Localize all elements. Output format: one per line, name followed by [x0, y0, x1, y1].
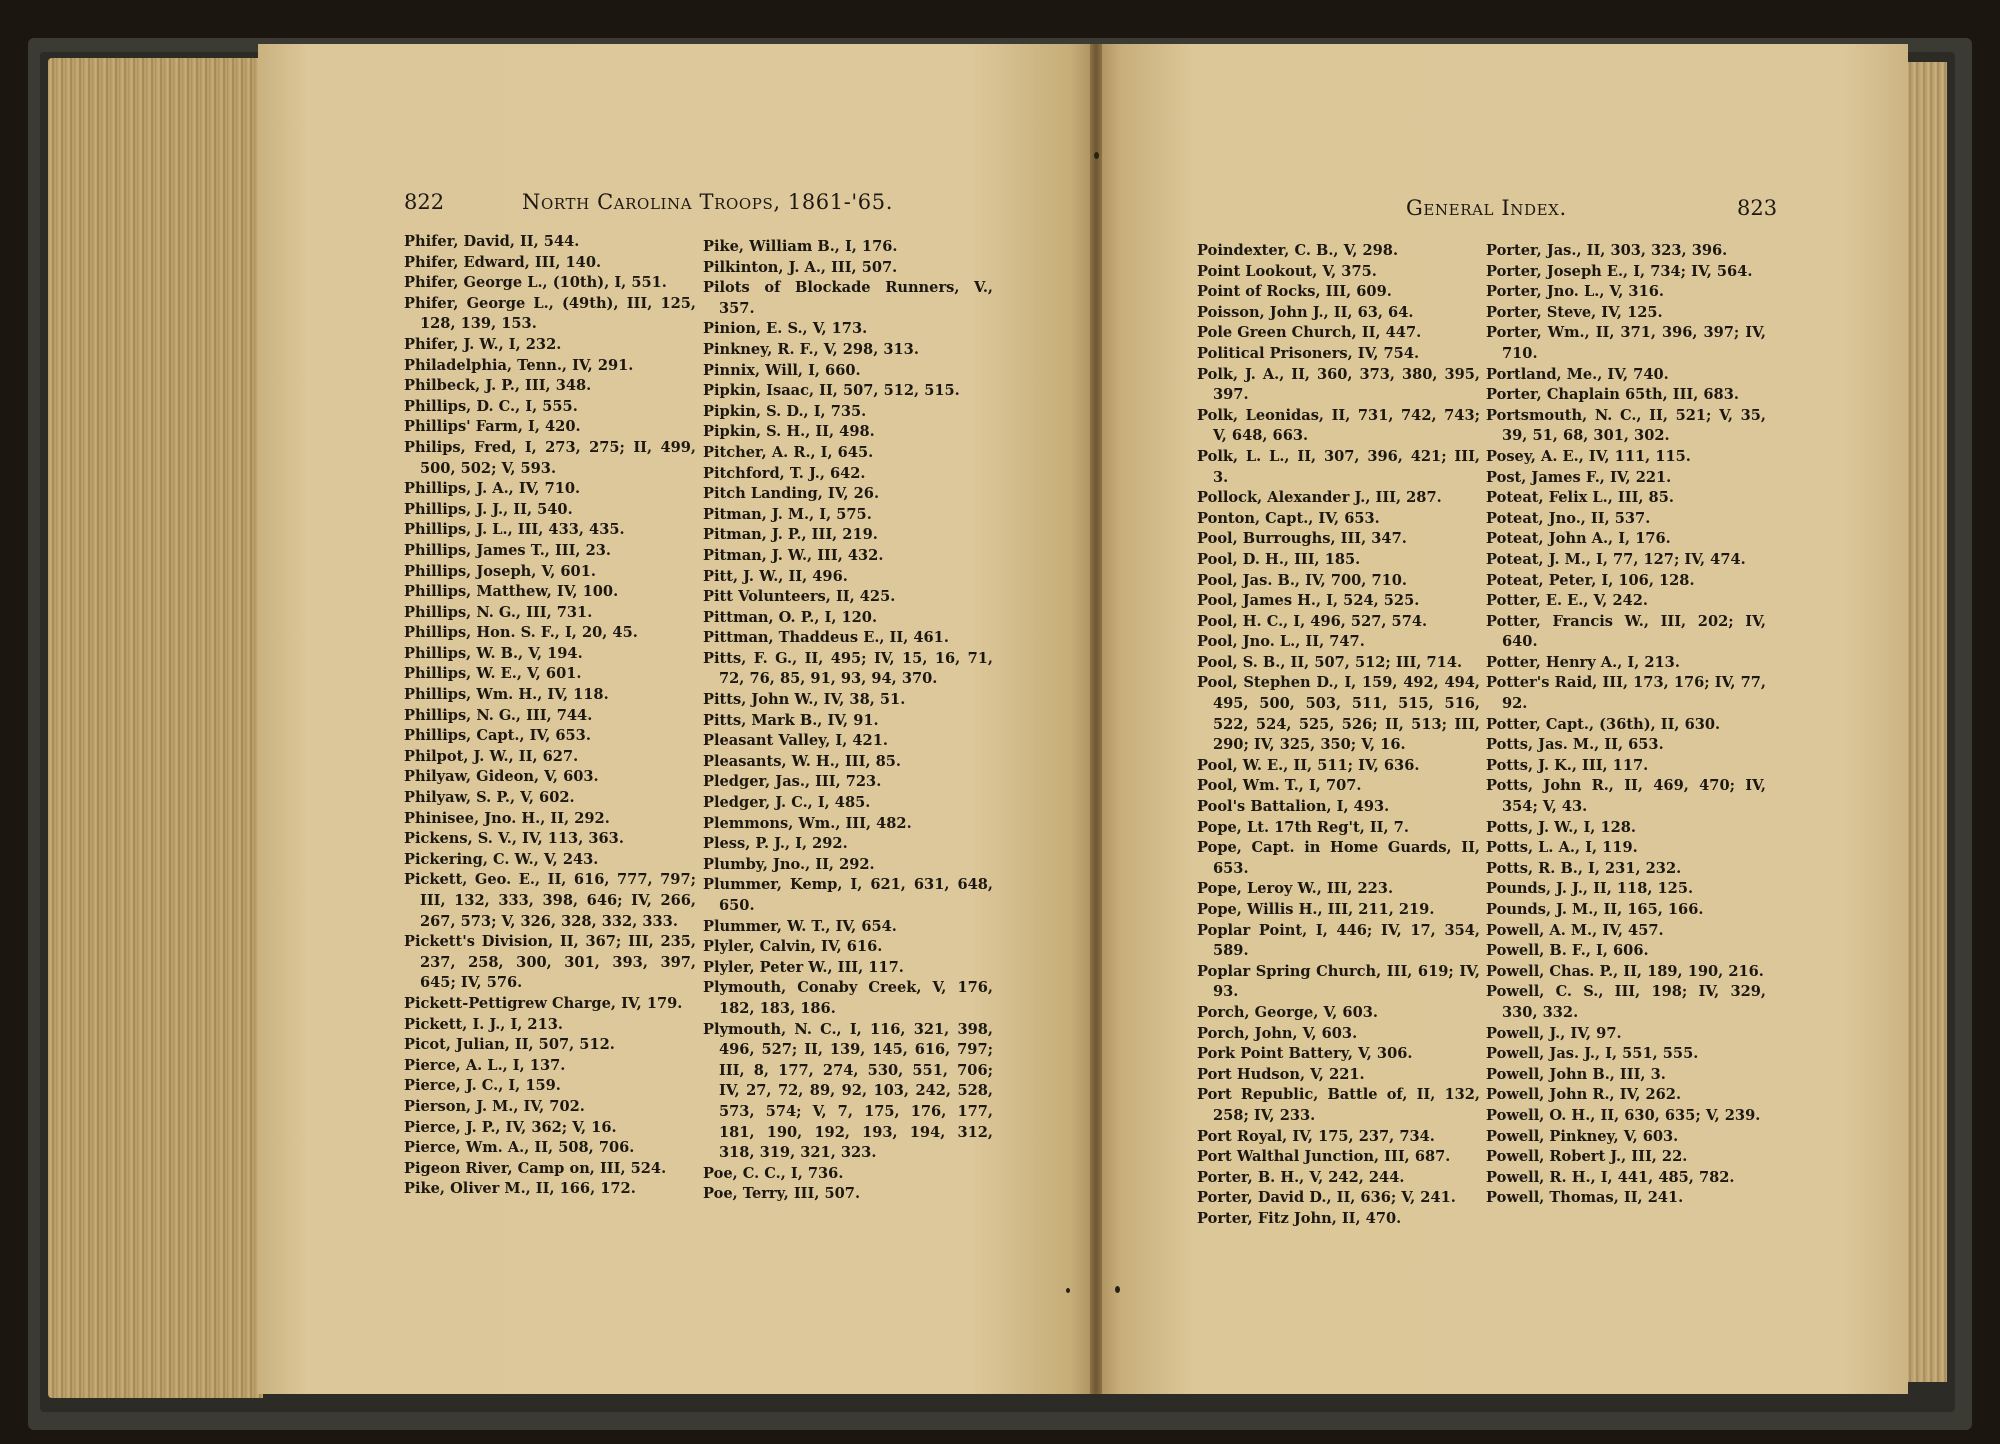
- index-entry: Powell, O. H., II, 630, 635; V, 239.: [1486, 1106, 1761, 1124]
- index-entry: Pipkin, S. D., I, 735.: [703, 402, 867, 420]
- index-entry: Phifer, David, II, 544.: [404, 233, 580, 250]
- index-entry: Pool, H. C., I, 496, 527, 574.: [1197, 612, 1428, 630]
- index-entry: Pierce, J. P., IV, 362; V, 16.: [404, 1118, 617, 1136]
- index-entry: Phillips, Hon. S. F., I, 20, 45.: [404, 624, 638, 642]
- index-entry: Port Royal, IV, 175, 237, 734.: [1197, 1127, 1435, 1145]
- left-page-stack: [48, 58, 263, 1398]
- index-entry: Pool, Wm. T., I, 707.: [1197, 777, 1362, 795]
- index-entry: Potts, J. K., III, 117.: [1486, 756, 1649, 774]
- index-entry: Pickett-Pettigrew Charge, IV, 179.: [404, 994, 683, 1012]
- index-entry: Pilots of Blockade Runners, V., 357.: [703, 279, 993, 317]
- right-index-column-2: [1486, 241, 1766, 1209]
- ink-spot: [1066, 1288, 1070, 1293]
- book-gutter: [1090, 44, 1102, 1394]
- index-entry: Phifer, Edward, III, 140.: [404, 253, 602, 271]
- index-entry: Port Hudson, V, 221.: [1197, 1065, 1365, 1083]
- index-entry: Pipkin, S. H., II, 498.: [703, 423, 875, 441]
- index-entry: Phillips, D. C., I, 555.: [404, 397, 578, 415]
- index-entry: Porter, B. H., V, 242, 244.: [1197, 1168, 1405, 1186]
- index-entry: Pittman, Thaddeus E., II, 461.: [703, 629, 949, 647]
- index-entry: Powell, Pinkney, V, 603.: [1486, 1127, 1679, 1145]
- index-entry: Pledger, J. C., I, 485.: [703, 794, 871, 812]
- index-entry: Pool, W. E., II, 511; IV, 636.: [1197, 756, 1420, 774]
- index-entry: Pool's Battalion, I, 493.: [1197, 798, 1390, 816]
- index-entry: Plyler, Peter W., III, 117.: [703, 958, 904, 976]
- index-entry: Phillips, James T., III, 23.: [404, 541, 611, 559]
- index-entry: Potter, Capt., (36th), II, 630.: [1486, 715, 1721, 733]
- index-entry: Pittman, O. P., I, 120.: [703, 608, 878, 626]
- index-entry: Pool, Burroughs, III, 347.: [1197, 530, 1407, 548]
- index-entry: Pinion, E. S., V, 173.: [703, 320, 868, 338]
- index-entry: Poteat, Jno., II, 537.: [1486, 509, 1651, 527]
- index-entry: Powell, John R., IV, 262.: [1486, 1086, 1682, 1104]
- index-entry: Pickett, Geo. E., II, 616, 777, 797; III, 132, 333, 398, 646; IV, 266, 267, 573; V, 326, 328, 332, 333.: [404, 871, 696, 930]
- index-entry: Poe, Terry, III, 507.: [703, 1185, 861, 1203]
- index-entry: Pounds, J. M., II, 165, 166.: [1486, 901, 1704, 918]
- index-entry: Philyaw, S. P., V, 602.: [404, 789, 575, 807]
- index-entry: Pierce, J. C., I, 159.: [404, 1077, 561, 1095]
- index-entry: Pitt, J. W., II, 496.: [703, 567, 848, 585]
- index-entry: Potter, E. E., V, 242.: [1486, 592, 1648, 610]
- index-entry: Porter, Jno. L., V, 316.: [1486, 283, 1664, 301]
- index-entry: Pitman, J. W., III, 432.: [703, 546, 884, 564]
- index-entry: Pitman, J. P., III, 219.: [703, 526, 878, 544]
- index-entry: Powell, J., IV, 97.: [1486, 1024, 1622, 1042]
- index-entry: Phillips' Farm, I, 420.: [404, 418, 581, 436]
- index-entry: Porter, Fitz John, II, 470.: [1197, 1209, 1402, 1227]
- index-entry: Pierce, A. L., I, 137.: [404, 1056, 566, 1074]
- index-entry: Phifer, George L., (49th), III, 125, 128, 139, 153.: [404, 294, 696, 333]
- index-entry: Poteat, Peter, I, 106, 128.: [1486, 571, 1695, 589]
- index-entry: Pounds, J. J., II, 118, 125.: [1486, 880, 1694, 898]
- index-entry: Porter, Joseph E., I, 734; IV, 564.: [1486, 262, 1753, 280]
- index-entry: Pipkin, Isaac, II, 507, 512, 515.: [703, 382, 960, 400]
- index-entry: Potts, R. B., I, 231, 232.: [1486, 859, 1682, 877]
- index-entry: Pless, P. J., I, 292.: [703, 835, 848, 853]
- index-entry: Poindexter, C. B., V, 298.: [1197, 242, 1399, 259]
- left-page-number: 822: [404, 190, 445, 214]
- index-entry: Pitt Volunteers, II, 425.: [703, 588, 896, 606]
- index-entry: Phillips, W. E., V, 601.: [404, 665, 582, 683]
- index-entry: Pool, S. B., II, 507, 512; III, 714.: [1197, 653, 1463, 671]
- index-entry: Pool, Jas. B., IV, 700, 710.: [1197, 571, 1407, 589]
- index-entry: Pitcher, A. R., I, 645.: [703, 443, 874, 461]
- index-entry: Philbeck, J. P., III, 348.: [404, 377, 592, 395]
- index-entry: Posey, A. E., IV, 111, 115.: [1486, 447, 1691, 465]
- index-entry: Phillips, Wm. H., IV, 118.: [404, 686, 609, 704]
- index-entry: Plumby, Jno., II, 292.: [703, 855, 875, 873]
- index-entry: Pinkney, R. F., V, 298, 313.: [703, 340, 919, 358]
- index-entry: Polk, J. A., II, 360, 373, 380, 395, 397.: [1197, 365, 1480, 404]
- index-entry: Potter's Raid, III, 173, 176; IV, 77, 92.: [1486, 674, 1766, 713]
- index-entry: Potts, J. W., I, 128.: [1486, 818, 1636, 836]
- index-entry: Philyaw, Gideon, V, 603.: [404, 768, 599, 786]
- index-entry: Porter, Steve, IV, 125.: [1486, 303, 1663, 321]
- left-running-title: North Carolina Troops, 1861-'65.: [522, 190, 893, 214]
- index-entry: Powell, Jas. J., I, 551, 555.: [1486, 1045, 1699, 1063]
- index-entry: Powell, A. M., IV, 457.: [1486, 921, 1664, 939]
- index-entry: Philpot, J. W., II, 627.: [404, 747, 579, 765]
- index-entry: Powell, R. H., I, 441, 485, 782.: [1486, 1168, 1735, 1186]
- index-entry: Point Lookout, V, 375.: [1197, 262, 1377, 280]
- index-entry: Potts, L. A., I, 119.: [1486, 839, 1638, 857]
- index-entry: Porch, George, V, 603.: [1197, 1003, 1378, 1021]
- index-entry: Pigeon River, Camp on, III, 524.: [404, 1159, 667, 1177]
- index-entry: Powell, Thomas, II, 241.: [1486, 1189, 1684, 1207]
- index-entry: Porter, Wm., II, 371, 396, 397; IV, 710.: [1486, 324, 1766, 362]
- index-entry: Phillips, N. G., III, 731.: [404, 603, 593, 621]
- index-entry: Pickering, C. W., V, 243.: [404, 850, 599, 868]
- index-entry: Polk, L. L., II, 307, 396, 421; III, 3.: [1197, 447, 1480, 486]
- index-entry: Pool, James H., I, 524, 525.: [1197, 592, 1420, 610]
- index-entry: Pitts, John W., IV, 38, 51.: [703, 691, 906, 709]
- index-entry: Portsmouth, N. C., II, 521; V, 35, 39, 51, 68, 301, 302.: [1486, 406, 1766, 445]
- index-entry: Plymouth, N. C., I, 116, 321, 398, 496, 527; II, 139, 145, 616, 797; III, 8, 177, 274, 530, 551, 706; IV, 27, 72, 89, 92, 103, 242, 528, 573, 574; V, 7, 175, 176, 177, 181, 190, 192, 193, 194, 312, 318, 319, 321, 323.: [703, 1020, 993, 1162]
- index-entry: Powell, B. F., I, 606.: [1486, 942, 1649, 960]
- index-entry: Phillips, Capt., IV, 653.: [404, 727, 591, 745]
- index-entry: Pool, Jno. L., II, 747.: [1197, 633, 1365, 651]
- index-entry: Pollock, Alexander J., III, 287.: [1197, 489, 1442, 507]
- index-entry: Plyler, Calvin, IV, 616.: [703, 938, 883, 956]
- index-entry: Pope, Willis H., III, 211, 219.: [1197, 901, 1435, 918]
- index-entry: Post, James F., IV, 221.: [1486, 468, 1672, 486]
- index-entry: Pole Green Church, II, 447.: [1197, 324, 1422, 342]
- index-entry: Phifer, George L., (10th), I, 551.: [404, 274, 667, 292]
- index-entry: Pilkinton, J. A., III, 507.: [703, 258, 898, 276]
- index-entry: Philips, Fred, I, 273, 275; II, 499, 500, 502; V, 593.: [404, 438, 696, 477]
- index-entry: Phillips, W. B., V, 194.: [404, 644, 583, 662]
- index-entry: Powell, Chas. P., II, 189, 190, 216.: [1486, 962, 1764, 980]
- left-index-column-2: [703, 237, 993, 1205]
- index-entry: Polk, Leonidas, II, 731, 742, 743; V, 648, 663.: [1197, 406, 1480, 445]
- index-entry: Pinnix, Will, I, 660.: [703, 361, 861, 379]
- index-entry: Pool, Stephen D., I, 159, 492, 494, 495, 500, 503, 511, 515, 516, 522, 524, 525, 526; II, 513; III, 290; IV, 325, 350; V, 16.: [1197, 674, 1480, 754]
- index-entry: Pike, Oliver M., II, 166, 172.: [404, 1180, 636, 1198]
- index-entry: Pickett, I. J., I, 213.: [404, 1015, 563, 1033]
- index-entry: Pledger, Jas., III, 723.: [703, 773, 882, 791]
- index-entry: Phillips, J. A., IV, 710.: [404, 480, 581, 498]
- index-entry: Pleasant Valley, I, 421.: [703, 732, 888, 750]
- index-entry: Port Walthal Junction, III, 687.: [1197, 1148, 1451, 1166]
- index-entry: Portland, Me., IV, 740.: [1486, 365, 1669, 383]
- index-entry: Ponton, Capt., IV, 653.: [1197, 509, 1380, 527]
- index-entry: Phillips, J. L., III, 433, 435.: [404, 521, 625, 539]
- index-entry: Potts, Jas. M., II, 653.: [1486, 736, 1664, 754]
- index-entry: Plymouth, Conaby Creek, V, 176, 182, 183, 186.: [703, 979, 993, 1017]
- index-entry: Political Prisoners, IV, 754.: [1197, 344, 1420, 362]
- index-entry: Pitch Landing, IV, 26.: [703, 485, 880, 503]
- index-entry: Pork Point Battery, V, 306.: [1197, 1045, 1413, 1063]
- right-page-number: 823: [1737, 196, 1778, 220]
- index-entry: Philadelphia, Tenn., IV, 291.: [404, 356, 634, 374]
- index-entry: Plummer, Kemp, I, 621, 631, 648, 650.: [703, 876, 993, 914]
- index-entry: Pope, Lt. 17th Reg't, II, 7.: [1197, 818, 1409, 836]
- index-entry: Pool, D. H., III, 185.: [1197, 550, 1361, 568]
- index-entry: Point of Rocks, III, 609.: [1197, 283, 1392, 301]
- index-entry: Porter, David D., II, 636; V, 241.: [1197, 1189, 1456, 1207]
- index-entry: Pitts, Mark B., IV, 91.: [703, 711, 879, 729]
- index-entry: Picot, Julian, II, 507, 512.: [404, 1036, 615, 1054]
- index-entry: Powell, John B., III, 3.: [1486, 1065, 1666, 1083]
- index-entry: Phillips, J. J., II, 540.: [404, 500, 573, 518]
- left-index-column-1: [404, 232, 696, 1200]
- index-entry: Poe, C. C., I, 736.: [703, 1164, 844, 1182]
- index-entry: Pierce, Wm. A., II, 508, 706.: [404, 1139, 635, 1157]
- index-entry: Plemmons, Wm., III, 482.: [703, 814, 912, 832]
- index-entry: Potts, John R., II, 469, 470; IV, 354; V, 43.: [1486, 777, 1766, 816]
- right-page-stack: [1905, 62, 1947, 1382]
- index-entry: Phillips, Matthew, IV, 100.: [404, 583, 619, 601]
- index-entry: Plummer, W. T., IV, 654.: [703, 917, 897, 935]
- index-entry: Pike, William B., I, 176.: [703, 238, 898, 255]
- index-entry: Powell, C. S., III, 198; IV, 329, 330, 332.: [1486, 983, 1766, 1021]
- index-entry: Potter, Francis W., III, 202; IV, 640.: [1486, 612, 1766, 651]
- right-index-column-1: [1197, 241, 1480, 1230]
- index-entry: Phillips, N. G., III, 744.: [404, 706, 593, 724]
- index-entry: Pope, Leroy W., III, 223.: [1197, 880, 1394, 898]
- index-entry: Poteat, John A., I, 176.: [1486, 530, 1671, 548]
- index-entry: Poteat, Felix L., III, 85.: [1486, 489, 1674, 507]
- index-entry: Pickens, S. V., IV, 113, 363.: [404, 830, 624, 848]
- index-entry: Pitts, F. G., II, 495; IV, 15, 16, 71, 72, 76, 85, 91, 93, 94, 370.: [703, 649, 993, 688]
- binding-mark: [1094, 152, 1099, 159]
- index-entry: Poisson, John J., II, 63, 64.: [1197, 303, 1414, 321]
- index-entry: Pitchford, T. J., 642.: [703, 464, 866, 482]
- index-entry: Pitman, J. M., I, 575.: [703, 505, 872, 523]
- ink-spot: [1115, 1286, 1120, 1293]
- index-entry: Phillips, Joseph, V, 601.: [404, 562, 596, 580]
- index-entry: Poplar Spring Church, III, 619; IV, 93.: [1197, 962, 1480, 1001]
- index-entry: Port Republic, Battle of, II, 132, 258; IV, 233.: [1197, 1086, 1480, 1124]
- index-entry: Pleasants, W. H., III, 85.: [703, 752, 901, 770]
- index-entry: Pickett's Division, II, 367; III, 235, 237, 258, 300, 301, 393, 397, 645; IV, 576.: [404, 933, 696, 992]
- index-entry: Powell, Robert J., III, 22.: [1486, 1148, 1688, 1166]
- index-entry: Potter, Henry A., I, 213.: [1486, 653, 1680, 671]
- index-entry: Poteat, J. M., I, 77, 127; IV, 474.: [1486, 550, 1746, 568]
- index-entry: Pope, Capt. in Home Guards, II, 653.: [1197, 839, 1480, 877]
- index-entry: Poplar Point, I, 446; IV, 17, 354, 589.: [1197, 921, 1480, 960]
- index-entry: Porter, Chaplain 65th, III, 683.: [1486, 386, 1739, 404]
- right-running-title: General Index.: [1406, 196, 1567, 220]
- index-entry: Porter, Jas., II, 303, 323, 396.: [1486, 242, 1728, 259]
- index-entry: Porch, John, V, 603.: [1197, 1024, 1358, 1042]
- index-entry: Pierson, J. M., IV, 702.: [404, 1097, 585, 1115]
- index-entry: Phifer, J. W., I, 232.: [404, 335, 562, 353]
- index-entry: Phinisee, Jno. H., II, 292.: [404, 809, 610, 827]
